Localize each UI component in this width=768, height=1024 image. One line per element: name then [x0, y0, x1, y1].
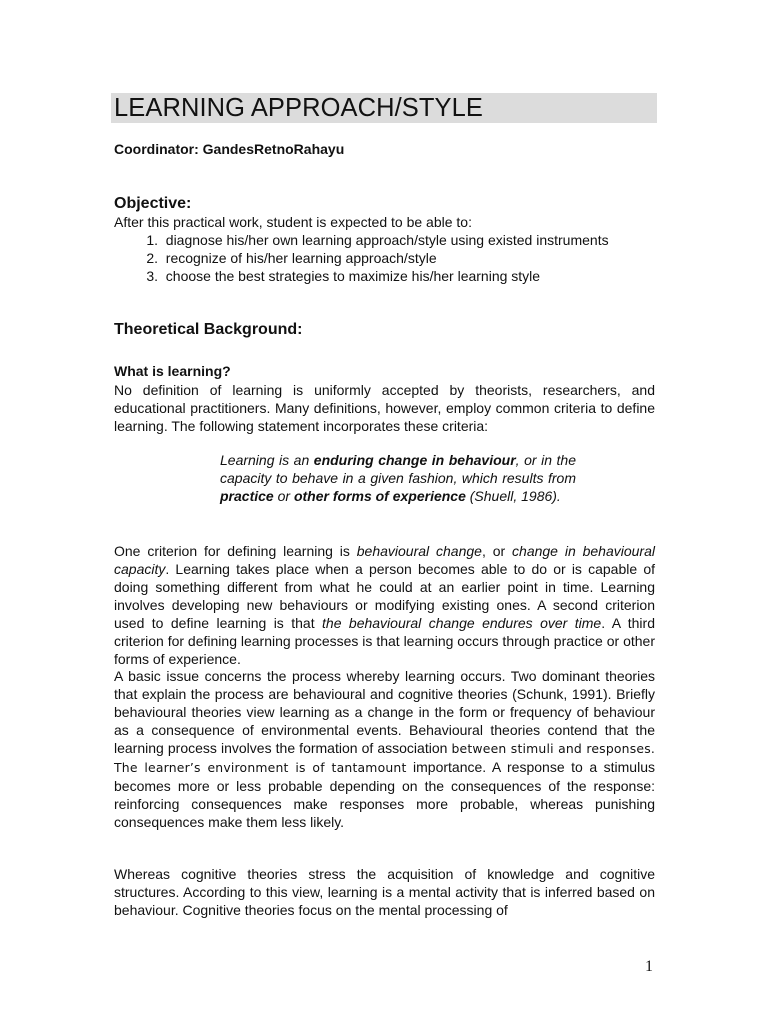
quote-emphasis: other forms of experience — [293, 488, 466, 504]
paragraph-text: importance. A response to a stimulus becomes more or less probable depending on the consequences of the response: reinforcing consequences make responses more probable, whereas punishing consequences make them less likely. — [114, 759, 655, 830]
section-subheading: What is learning? — [114, 363, 231, 379]
paragraph-text: A basic issue concerns the process whereby learning occurs. Two dominant theories that explain the process are behavioural and cognitive theories (Schunk, 1991). Briefly behavioural theories view learning as a change in the form or frequency of behaviour as a consequence of environmental events. Behavioural theories contend that the learning process involves the formation of association — [114, 668, 655, 756]
paragraph-theories — [114, 667, 655, 831]
quote-emphasis: practice — [220, 488, 274, 504]
list-item-text: recognize of his/her learning approach/style — [165, 250, 437, 266]
paragraph-text: . Learning takes place when a person becomes able to do or is capable of doing something different from what he could at an earlier point in time. Learning involves developing new behaviours or modifying existing ones. A second criterion used to define learning is that — [114, 561, 655, 631]
list-item-number: 3. — [146, 268, 158, 284]
paragraph-cognitive: Whereas cognitive theories stress the acquisition of knowledge and cognitive structures. According to this view, learning is a mental activity that is inferred based on behaviour. Cognitive theories focus on the mental processing of — [114, 866, 655, 918]
paragraph-criteria — [114, 542, 655, 668]
objective-list — [114, 231, 609, 285]
quote-text: Learning is an — [220, 452, 314, 468]
quote-emphasis: enduring change in behaviour — [313, 452, 516, 468]
list-item-number: 1. — [146, 232, 158, 248]
document-title: LEARNING APPROACH/STYLE — [114, 92, 484, 122]
paragraph-italic: behavioural change — [356, 543, 482, 559]
list-item — [114, 231, 609, 249]
quote-text: (Shuell, 1986). — [465, 488, 561, 504]
paragraph-italic: the behavioural change endures over time — [322, 615, 602, 631]
theoretical-background-heading: Theoretical Background: — [114, 321, 303, 338]
list-item — [114, 267, 609, 285]
list-item-number: 2. — [146, 250, 158, 266]
quote-text: , or in the capacity to behave in a given fashion, which results from — [220, 452, 576, 486]
paragraph-italic: change in behavioural capacity — [114, 543, 655, 577]
paragraph-text: One criterion for defining learning is — [114, 543, 357, 559]
list-item — [114, 249, 609, 267]
definition-quote — [220, 451, 576, 505]
paragraph-text: . A third criterion for defining learning processes is that learning occurs through practice or other forms of experience. — [114, 615, 655, 667]
objective-heading: Objective: — [114, 195, 192, 212]
paragraph-definition: No definition of learning is uniformly accepted by theorists, researchers, and educational practitioners. Many definitions, however, employ common criteria to define learning. The following statement incorporates these criteria: — [114, 382, 655, 434]
coordinator-line: Coordinator: GandesRetnoRahayu — [114, 141, 345, 157]
paragraph-text-alt-font: between stimuli and responses. The learner’s environment is of tantamount — [114, 741, 655, 775]
list-item-text: diagnose his/her own learning approach/style using existed instruments — [165, 232, 609, 248]
objective-intro: After this practical work, student is expected to be able to: — [114, 214, 472, 230]
paragraph-text: , or — [481, 543, 513, 559]
quote-text: or — [273, 488, 294, 504]
page-number: 1 — [645, 958, 653, 975]
list-item-text: choose the best strategies to maximize his/her learning style — [165, 268, 541, 284]
